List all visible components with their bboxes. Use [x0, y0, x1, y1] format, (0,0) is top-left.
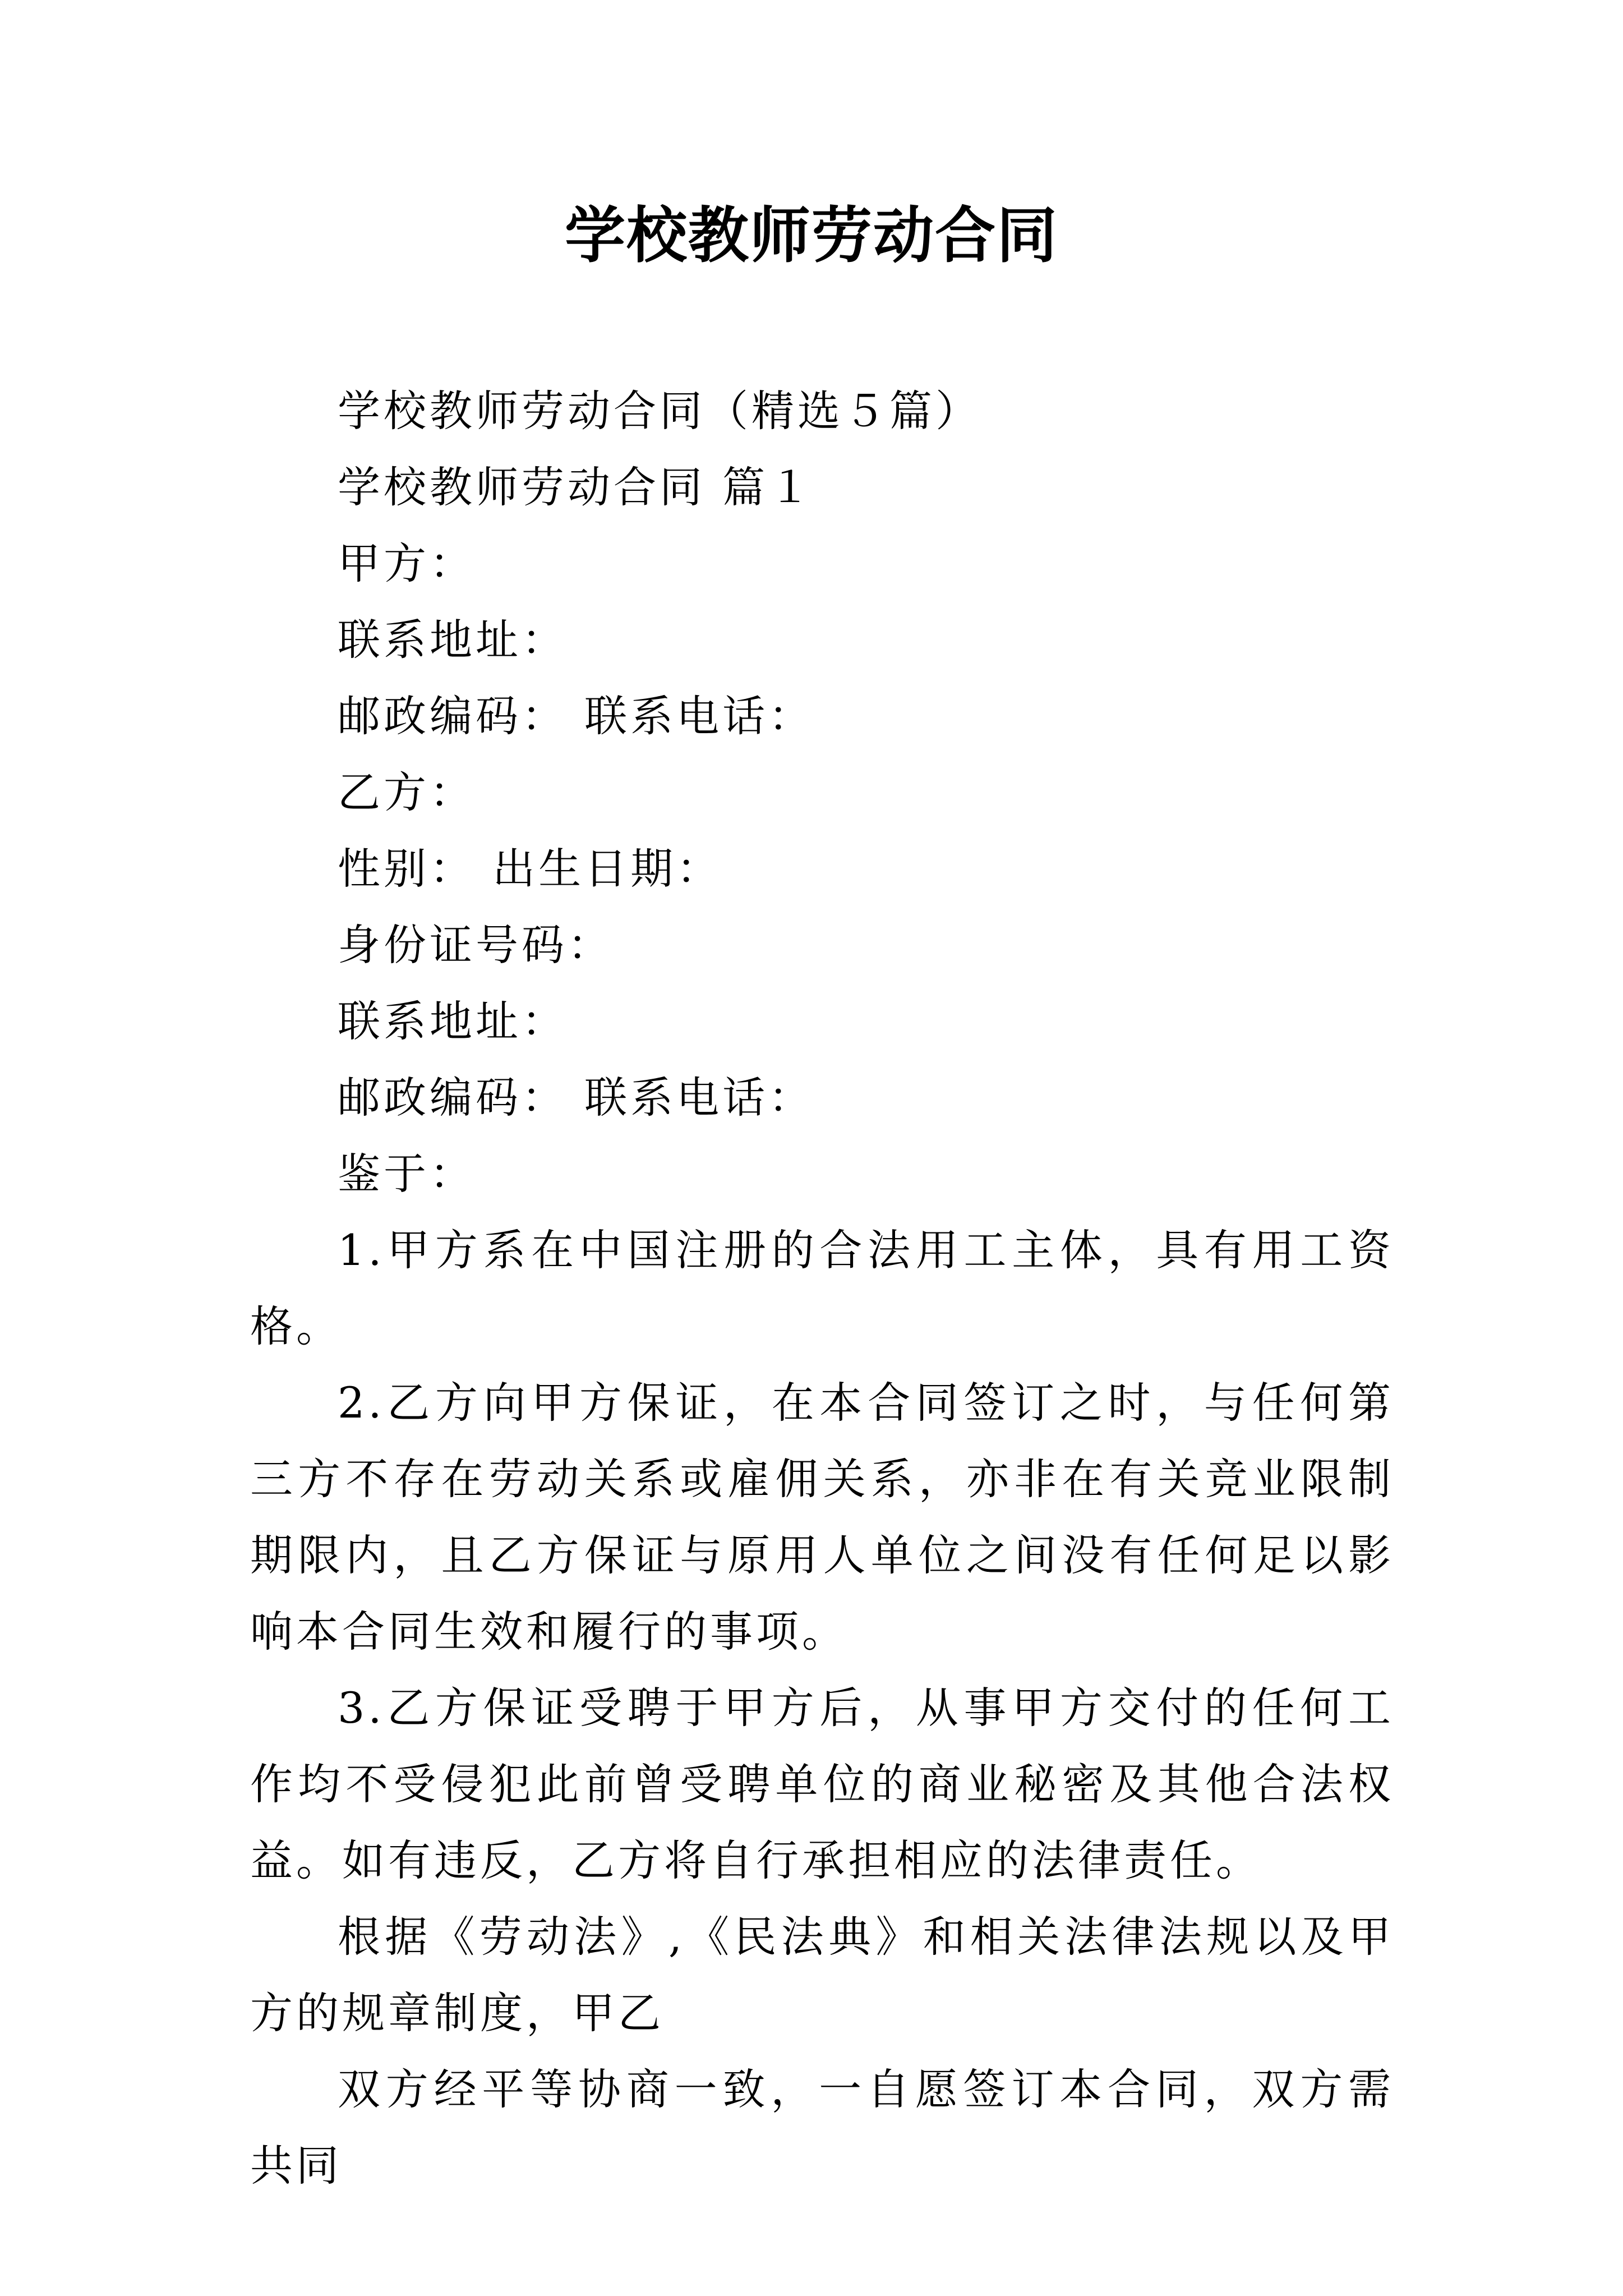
paragraph-gender-birthdate: 性别： 出生日期：	[338, 844, 723, 894]
paragraph-party-b-postal-phone: 邮政编码： 联系电话：	[338, 1073, 815, 1122]
paragraph-subtitle: 学校教师劳动合同（精选５篇）	[338, 386, 981, 436]
paragraph-party-a-address: 联系地址：	[338, 615, 568, 665]
paragraph-party-b: 乙方：	[338, 767, 476, 817]
paragraph-party-b-address: 联系地址：	[338, 996, 568, 1046]
paragraph-id-number: 身份证号码：	[338, 920, 614, 970]
paragraph-clause-1: 1.甲方系在中国注册的合法用工主体，具有用工资格。	[250, 1225, 1394, 1351]
paragraph-agreement: 双方经平等协商一致，一自愿签订本合同，双方需共同	[250, 2064, 1394, 2191]
paragraph-clause-3: 3.乙方保证受聘于甲方后，从事甲方交付的任何工作均不受侵犯此前曾受聘单位的商业秘密及其他合法权益。如有违反，乙方将自行承担相应的法律责任。	[250, 1683, 1394, 1885]
paragraph-whereas: 鉴于：	[338, 1149, 476, 1199]
paragraph-section-heading: 学校教师劳动合同 篇１	[338, 462, 815, 512]
paragraph-clause-2: 2.乙方向甲方保证，在本合同签订之时，与任何第三方不存在劳动关系或雇佣关系，亦非在有关竞业限制期限内，且乙方保证与原用人单位之间没有任何足以影响本合同生效和履行的事项。	[250, 1378, 1394, 1657]
document-body	[250, 373, 1394, 2204]
paragraph-party-a-postal-phone: 邮政编码： 联系电话：	[338, 691, 815, 741]
paragraph-party-a: 甲方：	[338, 539, 476, 588]
paragraph-legal-basis: 根据《劳动法》,《民法典》和相关法律法规以及甲方的规章制度，甲乙	[250, 1912, 1394, 2038]
document-title: 学校教师劳动合同	[564, 200, 1058, 271]
